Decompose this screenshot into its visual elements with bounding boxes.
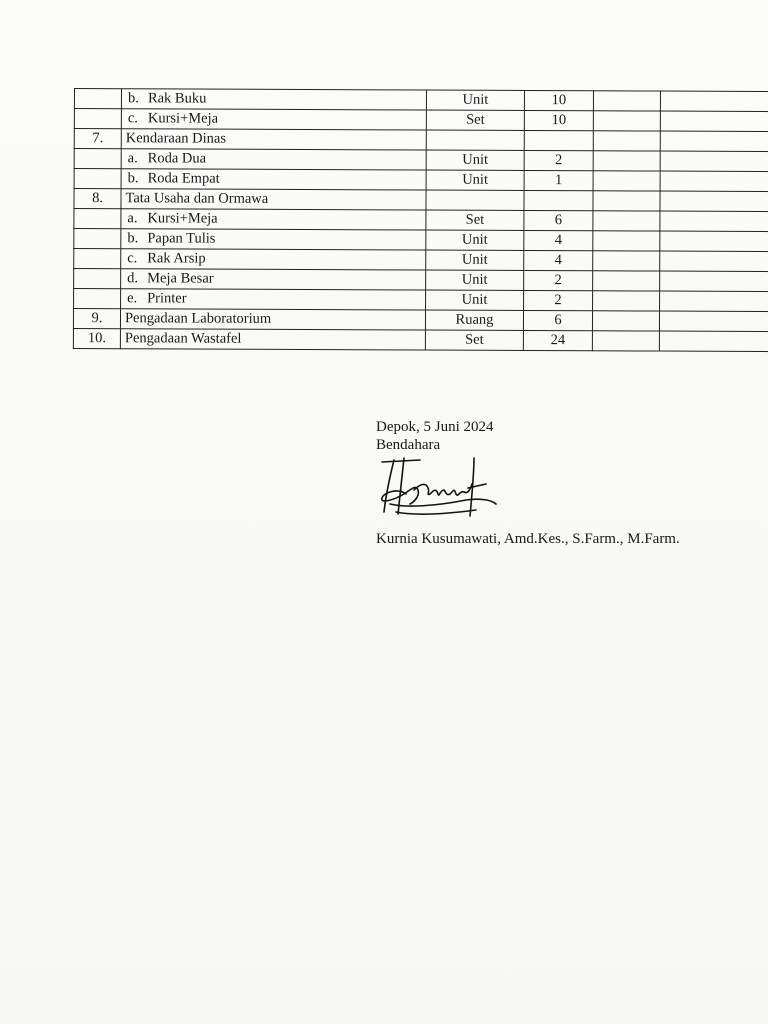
empty-cell [660,171,768,192]
table-row [74,89,768,112]
item-name: Pengadaan Wastafel [124,330,242,347]
empty-cell [660,271,768,292]
item-name: Tata Usaha dan Ormawa [125,190,269,207]
signature-place-date: Depok, 5 Juni 2024 [376,419,494,435]
sub-item-letter: a. [127,150,138,167]
empty-cell [593,271,660,291]
empty-cell [660,291,768,312]
empty-cell [660,111,768,132]
row-number-cell [74,109,121,129]
empty-cell [660,131,768,152]
row-number-cell [74,289,121,309]
item-name-cell [121,149,426,170]
table-row [74,149,768,172]
row-number-cell [74,149,121,169]
unit-cell: Unit [426,170,524,190]
row-number-cell [74,269,121,289]
item-name-cell [121,169,426,190]
item-name-cell [121,89,426,110]
item-name-cell [120,309,425,330]
quantity-cell: 2 [524,150,593,170]
item-name-cell [121,189,426,210]
row-number-cell: 7. [74,129,121,149]
unit-cell: Unit [426,90,524,110]
empty-cell [593,231,660,251]
signature-role: Bendahara [376,437,441,453]
quantity-cell: 2 [524,290,593,310]
quantity-cell: 2 [524,270,593,290]
quantity-cell: 1 [524,170,593,190]
sub-item-letter: b. [127,230,139,247]
unit-cell: Unit [426,290,524,310]
inventory-table-body [73,89,768,352]
item-name: Kendaraan Dinas [125,130,227,147]
signatory-name: Kurnia Kusumawati, Amd.Kes., S.Farm., M.Farm. [376,531,680,547]
row-number-cell [74,209,121,229]
sub-item-letter: e. [127,290,138,307]
empty-cell [593,171,660,191]
table-row [74,289,768,312]
quantity-cell: 6 [523,310,592,330]
inventory-table [73,88,768,352]
unit-cell: Unit [426,230,524,250]
item-name-cell [121,289,426,310]
table-row [74,109,768,132]
empty-cell [660,151,768,172]
item-name-cell [121,249,426,270]
table-row [74,269,768,292]
handwritten-signature [376,454,506,528]
item-name: Papan Tulis [147,230,216,247]
quantity-cell: 6 [524,210,593,230]
unit-cell [426,190,524,210]
row-number-cell: 8. [74,189,121,209]
item-name: Rak Buku [147,90,207,107]
unit-cell: Set [426,210,524,230]
table-row [73,328,768,351]
row-number-cell: 10. [73,328,120,348]
unit-cell: Unit [426,270,524,290]
empty-cell [592,331,659,351]
item-name: Roda Empat [147,170,220,187]
unit-cell [426,130,524,150]
quantity-cell: 4 [524,250,593,270]
quantity-cell: 10 [524,90,593,110]
item-name-cell [121,269,426,290]
empty-cell [660,211,768,232]
empty-cell [659,311,768,332]
empty-cell [593,191,660,211]
quantity-cell: 10 [524,110,593,130]
item-name: Kursi+Meja [147,110,219,127]
sub-item-letter: a. [127,210,138,227]
row-number-cell [74,169,121,189]
empty-cell [593,291,660,311]
item-name-cell [121,209,426,230]
empty-cell [660,231,768,252]
sub-item-letter: b. [127,90,139,107]
empty-cell [660,251,768,272]
empty-cell [659,331,768,352]
item-name-cell [121,109,426,130]
unit-cell: Ruang [425,310,523,330]
empty-cell [592,311,659,331]
sub-item-letter: b. [127,170,139,187]
quantity-cell: 24 [523,330,592,350]
table-row [74,129,768,152]
table-row [74,169,768,192]
item-name: Rak Arsip [147,250,206,267]
empty-cell [660,91,768,112]
sub-item-letter: c. [127,250,138,267]
sub-item-letter: c. [127,110,138,127]
quantity-cell [524,190,593,210]
table-row [74,249,768,272]
table-row [74,209,768,232]
table-row [74,229,768,252]
item-name: Meja Besar [147,270,214,287]
quantity-cell [524,130,593,150]
item-name-cell [120,329,425,350]
unit-cell: Unit [426,250,524,270]
row-number-cell [74,89,121,109]
empty-cell [660,191,768,212]
empty-cell [593,91,660,111]
table-row [73,309,768,332]
empty-cell [593,251,660,271]
item-name: Kursi+Meja [147,210,218,227]
unit-cell: Set [425,330,523,350]
item-name: Roda Dua [147,150,207,167]
sub-item-letter: d. [127,270,139,287]
row-number-cell [74,249,121,269]
empty-cell [593,131,660,151]
item-name-cell [121,129,426,150]
empty-cell [593,211,660,231]
row-number-cell: 9. [73,309,120,329]
unit-cell: Unit [426,150,524,170]
empty-cell [593,111,660,131]
item-name: Pengadaan Laboratorium [124,310,272,327]
empty-cell [593,151,660,171]
item-name-cell [121,229,426,250]
item-name: Printer [147,290,187,307]
signature-block [376,418,746,548]
table-row [74,189,768,212]
row-number-cell [74,229,121,249]
quantity-cell: 4 [524,230,593,250]
unit-cell: Set [426,110,524,130]
